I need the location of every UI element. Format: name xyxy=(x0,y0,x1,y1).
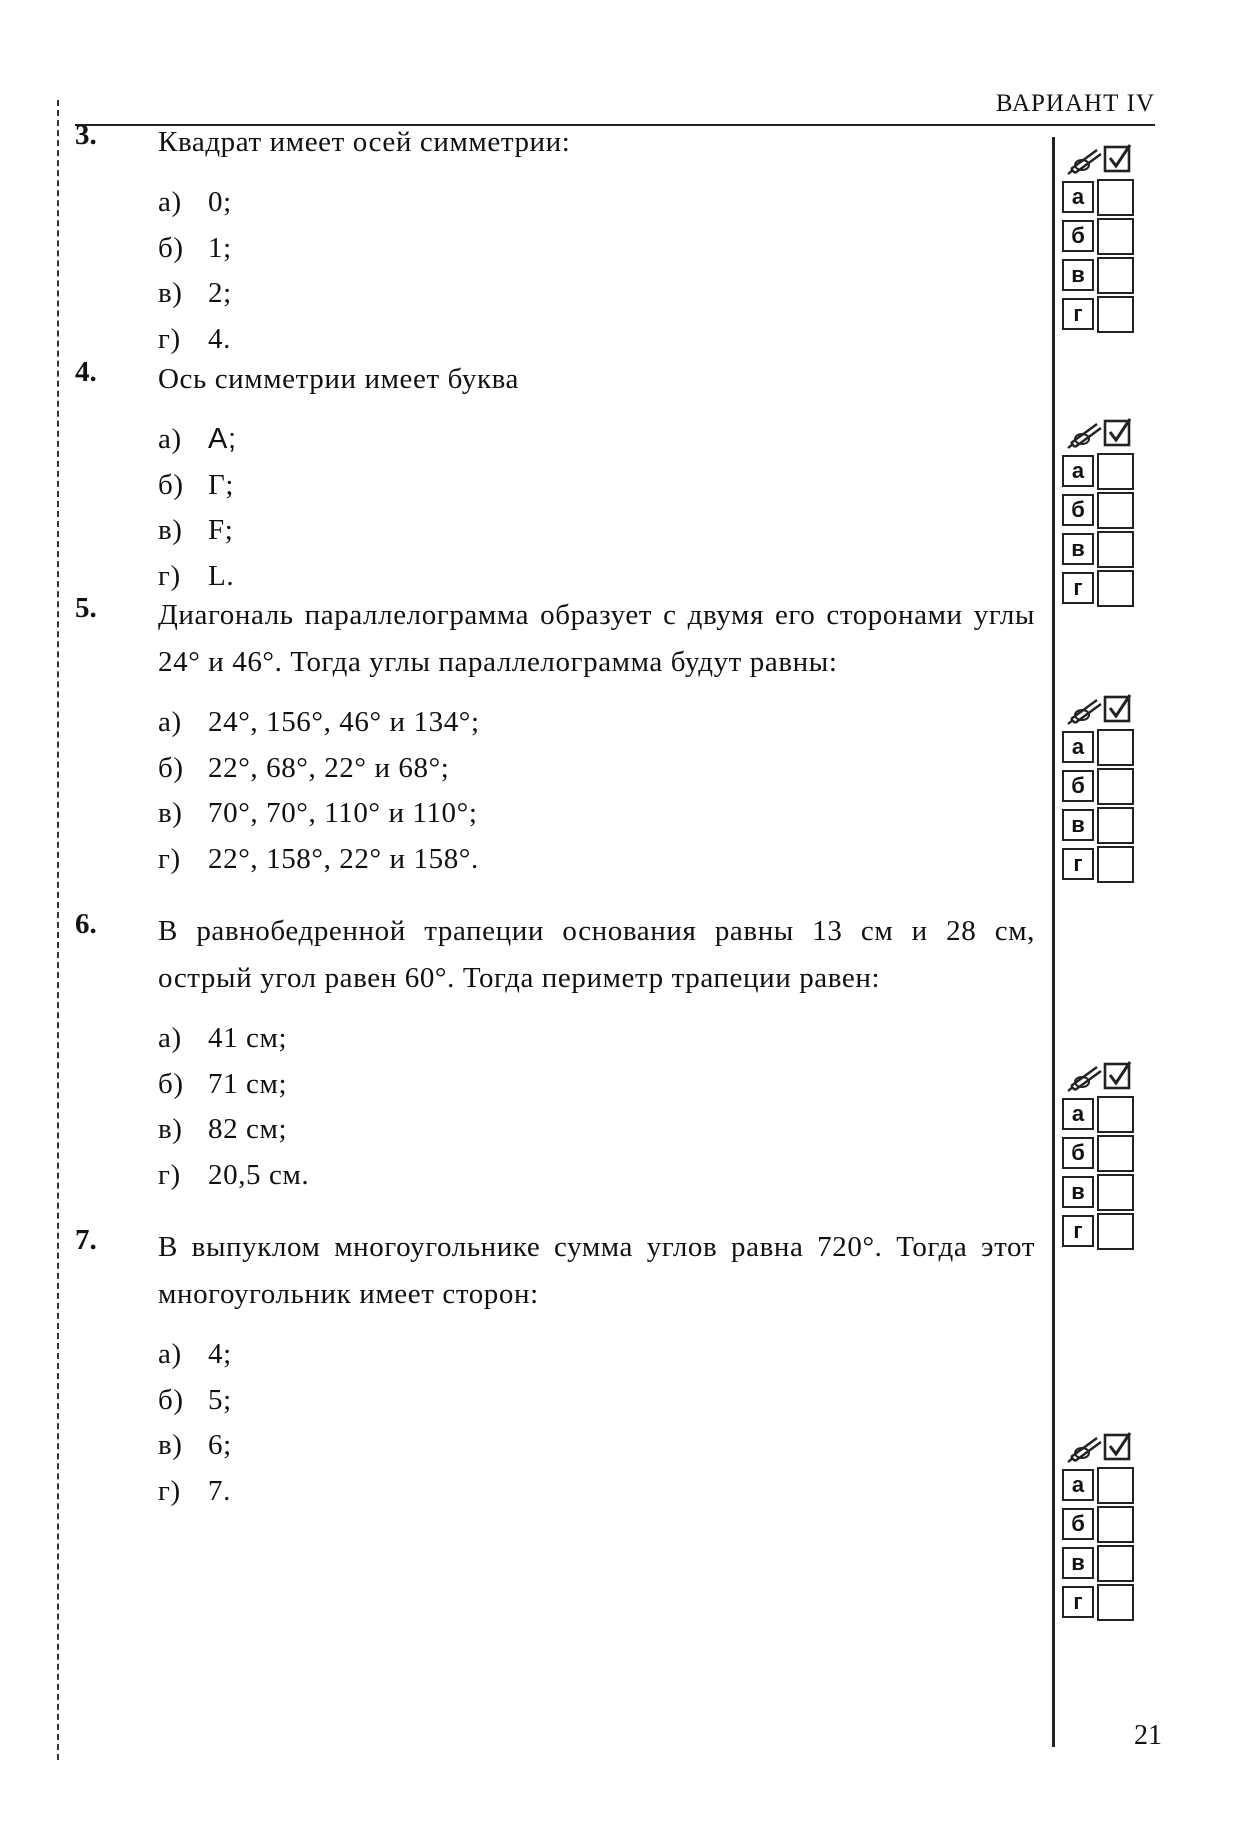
answer-row-b xyxy=(1059,768,1139,807)
option-text: 24°, 156°, 46° и 134°; xyxy=(208,706,480,738)
question-7 xyxy=(75,1224,1035,1514)
option-text: 20,5 см. xyxy=(208,1158,310,1191)
option-label: в) xyxy=(158,514,183,546)
question-number: 5. xyxy=(75,592,97,624)
option-text: 6; xyxy=(208,1429,232,1461)
option-d[interactable] xyxy=(158,837,1035,883)
option-text: 70°, 70°, 110° и 110°; xyxy=(208,797,478,829)
option-b[interactable] xyxy=(158,1378,1035,1424)
answer-grid-6 xyxy=(1059,1060,1139,1252)
answer-row-b xyxy=(1059,218,1139,257)
answer-row-c xyxy=(1059,807,1139,846)
option-label: в) xyxy=(158,1429,183,1461)
answer-checkbox-b[interactable] xyxy=(1097,1135,1134,1172)
answer-checkbox-a[interactable] xyxy=(1097,453,1134,490)
option-text: 22°, 158°, 22° и 158°. xyxy=(208,842,479,875)
option-text: 0; xyxy=(208,186,232,218)
letter-box: б xyxy=(1062,220,1094,252)
checkbox-checked-icon xyxy=(1103,1060,1133,1090)
answer-row-d xyxy=(1059,1213,1139,1252)
answer-row-b xyxy=(1059,1135,1139,1174)
cut-line xyxy=(57,100,59,1760)
letter-box: в xyxy=(1062,533,1094,565)
option-text: 82 см; xyxy=(208,1113,288,1145)
answer-checkbox-c[interactable] xyxy=(1097,1174,1134,1211)
option-a[interactable] xyxy=(158,1016,1035,1062)
answer-row-d xyxy=(1059,1584,1139,1623)
letter-box: г xyxy=(1062,848,1094,880)
option-label: в) xyxy=(158,797,183,829)
answer-row-c xyxy=(1059,1545,1139,1584)
letter-box: б xyxy=(1062,494,1094,526)
option-label: б) xyxy=(158,1067,184,1100)
option-d[interactable] xyxy=(158,1153,1035,1199)
answer-row-b xyxy=(1059,1506,1139,1545)
option-label: б) xyxy=(158,1383,184,1416)
option-a[interactable] xyxy=(158,1332,1035,1378)
answer-checkbox-d[interactable] xyxy=(1097,1584,1134,1621)
answer-checkbox-b[interactable] xyxy=(1097,768,1134,805)
checkbox-checked-icon xyxy=(1103,693,1133,723)
checkbox-checked-icon xyxy=(1103,143,1133,173)
answer-checkbox-b[interactable] xyxy=(1097,492,1134,529)
answer-row-c xyxy=(1059,1174,1139,1213)
option-text: 22°, 68°, 22° и 68°; xyxy=(208,751,450,784)
option-text: F; xyxy=(208,514,234,546)
checkbox-checked-icon xyxy=(1103,417,1133,447)
answer-checkbox-d[interactable] xyxy=(1097,570,1134,607)
page-number: 21 xyxy=(1134,1720,1162,1751)
answer-checkbox-d[interactable] xyxy=(1097,846,1134,883)
options-list xyxy=(158,417,1035,599)
question-text: В равнобедренной трапеции основания равны 13 см и 28 см, острый угол равен 60°. Тогда периметр трапеции равен: xyxy=(158,915,1035,994)
answer-checkbox-b[interactable] xyxy=(1097,1506,1134,1543)
option-text: 4; xyxy=(208,1338,232,1370)
option-label: г) xyxy=(158,1474,181,1507)
option-text: 1; xyxy=(208,231,232,264)
option-label: а) xyxy=(158,423,182,455)
option-text: 71 см; xyxy=(208,1067,288,1100)
letter-box: б xyxy=(1062,1508,1094,1540)
option-d[interactable] xyxy=(158,1469,1035,1515)
option-a[interactable] xyxy=(158,417,1035,463)
options-list xyxy=(158,1332,1035,1514)
option-a[interactable] xyxy=(158,180,1035,226)
option-label: б) xyxy=(158,751,184,784)
letter-box: а xyxy=(1062,181,1094,213)
options-list xyxy=(158,1016,1035,1198)
option-label: б) xyxy=(158,231,184,264)
option-label: г) xyxy=(158,1158,181,1191)
answer-checkbox-a[interactable] xyxy=(1097,1096,1134,1133)
letter-box: а xyxy=(1062,1469,1094,1501)
answer-checkbox-c[interactable] xyxy=(1097,257,1134,294)
letter-box: г xyxy=(1062,298,1094,330)
option-a[interactable] xyxy=(158,700,1035,746)
question-4 xyxy=(75,356,1035,599)
answer-checkbox-a[interactable] xyxy=(1097,729,1134,766)
option-text: 7. xyxy=(208,1474,231,1507)
option-b[interactable] xyxy=(158,1062,1035,1108)
option-label: а) xyxy=(158,1022,182,1054)
pen-icon xyxy=(1065,145,1105,175)
options-list xyxy=(158,180,1035,362)
answer-checkbox-d[interactable] xyxy=(1097,296,1134,333)
option-label: а) xyxy=(158,186,182,218)
letter-box: г xyxy=(1062,572,1094,604)
letter-box: г xyxy=(1062,1215,1094,1247)
option-c[interactable] xyxy=(158,1423,1035,1469)
pen-icon xyxy=(1065,695,1105,725)
question-number: 7. xyxy=(75,1224,97,1256)
option-b[interactable] xyxy=(158,746,1035,792)
letter-box: б xyxy=(1062,1137,1094,1169)
answer-grid-5 xyxy=(1059,693,1139,885)
answer-checkbox-a[interactable] xyxy=(1097,179,1134,216)
answer-checkbox-c[interactable] xyxy=(1097,807,1134,844)
answer-grid-7 xyxy=(1059,1431,1139,1623)
option-text: L. xyxy=(208,559,235,592)
letter-box: а xyxy=(1062,455,1094,487)
letter-box: в xyxy=(1062,259,1094,291)
option-label: а) xyxy=(158,706,182,738)
option-label: в) xyxy=(158,277,183,309)
option-c[interactable] xyxy=(158,791,1035,837)
answer-grid-3 xyxy=(1059,143,1139,335)
question-5 xyxy=(75,592,1035,882)
option-text: Г; xyxy=(208,468,235,501)
answer-row-d xyxy=(1059,846,1139,885)
letter-box: а xyxy=(1062,731,1094,763)
answer-row-b xyxy=(1059,492,1139,531)
option-label: в) xyxy=(158,1113,183,1145)
answer-row-a xyxy=(1059,453,1139,492)
question-text: В выпуклом многоугольнике сумма углов равна 720°. Тогда этот многоугольник имеет сторон: xyxy=(158,1231,1035,1310)
option-text: А; xyxy=(208,423,237,455)
option-label: г) xyxy=(158,322,181,355)
letter-box: б xyxy=(1062,770,1094,802)
option-c[interactable] xyxy=(158,508,1035,554)
question-3 xyxy=(75,119,1035,362)
option-label: г) xyxy=(158,842,181,875)
answer-checkbox-c[interactable] xyxy=(1097,1545,1134,1582)
option-text: 5; xyxy=(208,1383,232,1416)
answer-row-a xyxy=(1059,1467,1139,1506)
option-label: г) xyxy=(158,559,181,592)
answer-row-d xyxy=(1059,570,1139,609)
answer-grid-4 xyxy=(1059,417,1139,609)
checkbox-checked-icon xyxy=(1103,1431,1133,1461)
question-number: 6. xyxy=(75,908,97,940)
option-b[interactable] xyxy=(158,463,1035,509)
answer-checkbox-a[interactable] xyxy=(1097,1467,1134,1504)
question-text: Диагональ параллелограмма образует с двумя его сторонами углы 24° и 46°. Тогда углы параллелограмма будут равны: xyxy=(158,599,1035,678)
answer-checkbox-b[interactable] xyxy=(1097,218,1134,255)
letter-box: г xyxy=(1062,1586,1094,1618)
answer-row-a xyxy=(1059,729,1139,768)
option-text: 4. xyxy=(208,322,231,355)
answer-checkbox-d[interactable] xyxy=(1097,1213,1134,1250)
question-text: Квадрат имеет осей симметрии: xyxy=(158,126,571,158)
question-number: 3. xyxy=(75,119,97,151)
answer-row-a xyxy=(1059,179,1139,218)
option-text: 2; xyxy=(208,277,232,309)
variant-title: ВАРИАНТ IV xyxy=(995,90,1155,117)
option-text: 41 см; xyxy=(208,1022,288,1054)
letter-box: в xyxy=(1062,809,1094,841)
answer-row-c xyxy=(1059,257,1139,296)
options-list xyxy=(158,700,1035,882)
question-text: Ось симметрии имеет буква xyxy=(158,363,520,395)
pen-icon xyxy=(1065,1433,1105,1463)
option-c[interactable] xyxy=(158,271,1035,317)
question-number: 4. xyxy=(75,356,97,388)
option-label: б) xyxy=(158,468,184,501)
answer-row-c xyxy=(1059,531,1139,570)
question-6 xyxy=(75,908,1035,1198)
answer-row-a xyxy=(1059,1096,1139,1135)
pen-icon xyxy=(1065,419,1105,449)
option-c[interactable] xyxy=(158,1107,1035,1153)
answer-checkbox-c[interactable] xyxy=(1097,531,1134,568)
option-b[interactable] xyxy=(158,226,1035,272)
option-label: а) xyxy=(158,1338,182,1370)
answer-row-d xyxy=(1059,296,1139,335)
letter-box: в xyxy=(1062,1547,1094,1579)
letter-box: в xyxy=(1062,1176,1094,1208)
answer-column-divider xyxy=(1052,137,1055,1747)
pen-icon xyxy=(1065,1062,1105,1092)
letter-box: а xyxy=(1062,1098,1094,1130)
